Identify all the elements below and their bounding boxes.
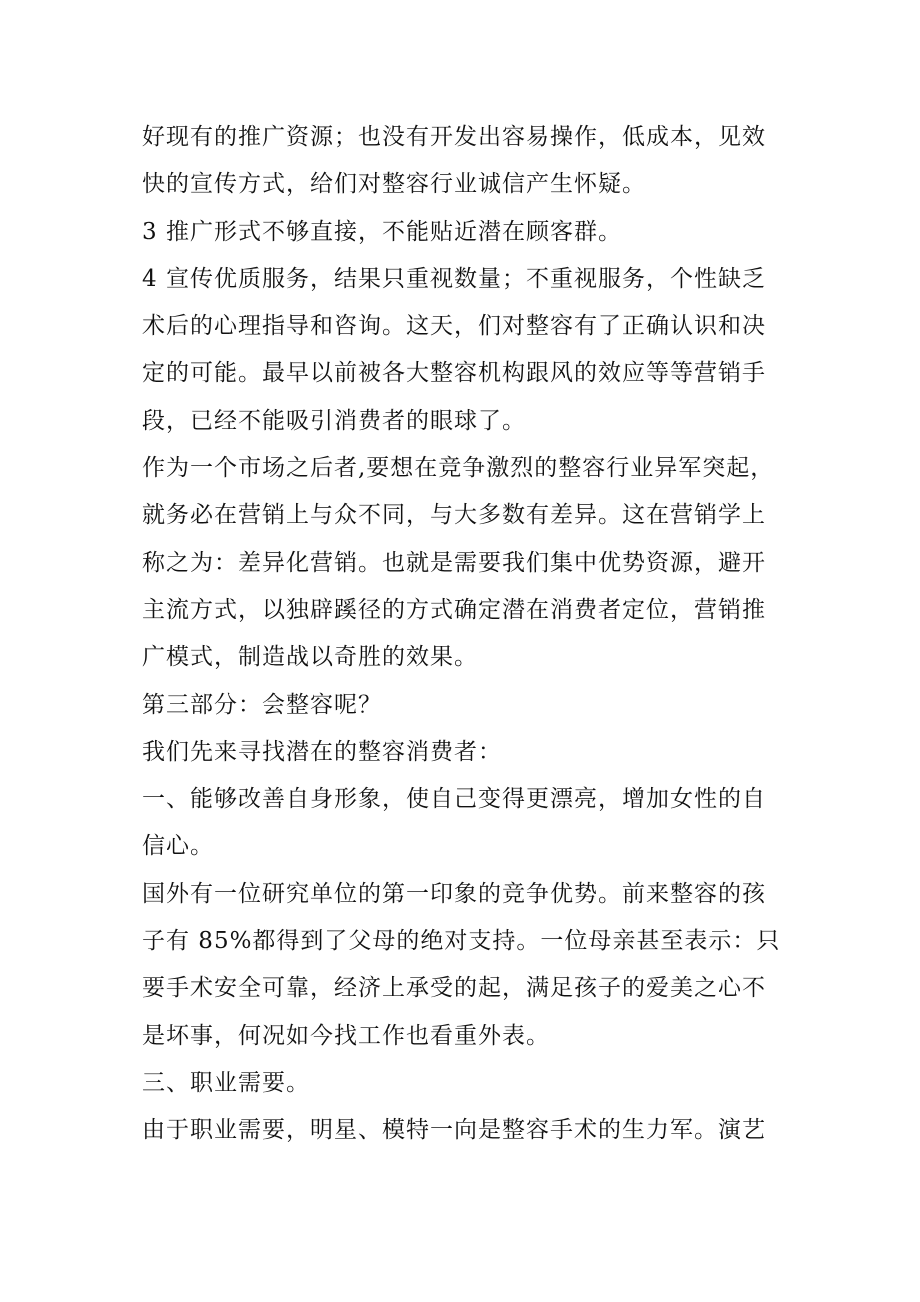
text-line: 三、职业需要。 bbox=[142, 1069, 310, 1096]
text-line: 主流方式，以独辟蹊径的方式确定潜在消费者定位，营销推 bbox=[142, 596, 766, 623]
text-line: 术后的心理指导和咨询。这天，们对整容有了正确认识和决 bbox=[142, 313, 766, 340]
text-line: 要手术安全可靠，经济上承受的起，满足孩子的爱美之心不 bbox=[142, 975, 766, 1002]
text-line: 称之为：差异化营销。也就是需要我们集中优势资源，避开 bbox=[142, 549, 766, 576]
text-line: 3 推广形式不够直接，不能贴近潜在顾客群。 bbox=[142, 218, 622, 245]
text-line: 定的可能。最早以前被各大整容机构跟风的效应等等营销手 bbox=[142, 360, 766, 387]
text-line: 快的宣传方式，给们对整容行业诚信产生怀疑。 bbox=[142, 171, 646, 198]
text-line: 广模式，制造战以奇胜的效果。 bbox=[142, 644, 478, 671]
text-line: 是坏事，何况如今找工作也看重外表。 bbox=[142, 1022, 550, 1049]
text-line: 作为一个市场之后者,要想在竞争激烈的整容行业异军突起， bbox=[142, 455, 775, 482]
section-heading: 第三部分：会整容呢？ bbox=[142, 691, 382, 718]
text-line: 国外有一位研究单位的第一印象的竞争优势。前来整容的孩 bbox=[142, 880, 766, 907]
text-line: 子有 85%都得到了父母的绝对支持。一位母亲甚至表示：只 bbox=[142, 928, 781, 955]
text-line: 一、能够改善自身形象，使自己变得更漂亮，增加女性的自 bbox=[142, 786, 766, 813]
text-line: 段，已经不能吸引消费者的眼球了。 bbox=[142, 407, 526, 434]
text-line: 4 宣传优质服务，结果只重视数量；不重视服务，个性缺乏 bbox=[142, 265, 766, 292]
text-line: 好现有的推广资源；也没有开发出容易操作，低成本，见效 bbox=[142, 124, 766, 150]
text-line: 我们先来寻找潜在的整容消费者： bbox=[142, 738, 502, 765]
body-text bbox=[142, 114, 782, 1155]
text-line: 就务必在营销上与众不同，与大多数有差异。这在营销学上 bbox=[142, 502, 766, 529]
text-line: 由于职业需要，明星、模特一向是整容手术的生力军。演艺 bbox=[142, 1117, 766, 1144]
text-line: 信心。 bbox=[142, 833, 214, 860]
